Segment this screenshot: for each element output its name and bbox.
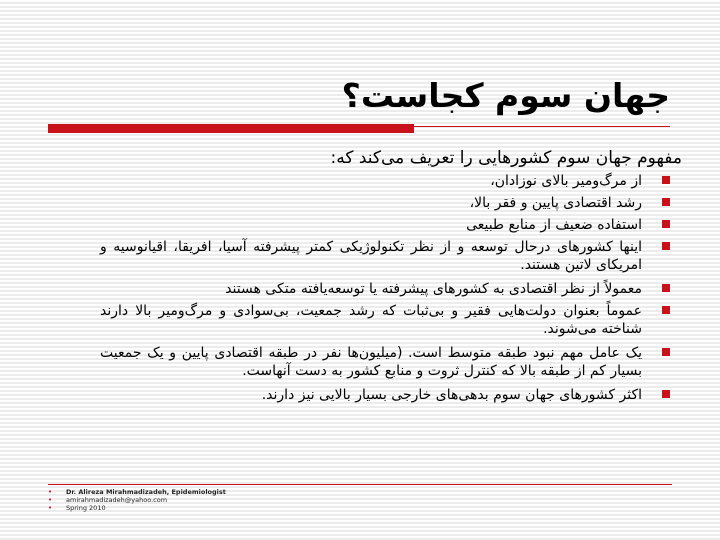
bullet-text: اکثر کشورهای جهان سوم بدهی‌های خارجی بسیار بالایی نیز دارند. (261, 387, 642, 403)
footer-email (46, 496, 226, 504)
footer-bullet-icon: • (48, 496, 53, 504)
bullet-list (100, 172, 670, 408)
bullet-text: اینها کشورهای درحال توسعه و از نظر تکنولوژیکی کمتر پیشرفته آسیا، افریقا، اقیانوسیه و امریکای لاتین هستند. (100, 239, 642, 273)
bullet-item (100, 172, 670, 190)
intro-text: مفهوم جهان سوم کشورهایی را تعریف می‌کند که: (330, 148, 682, 168)
bullet-square-icon (662, 348, 670, 356)
bullet-square-icon (662, 198, 670, 206)
bullet-square-icon (662, 242, 670, 250)
footer (46, 488, 226, 512)
bullet-square-icon (662, 284, 670, 292)
footer-divider (48, 484, 672, 485)
footer-author-text: Dr. Alireza Mirahmadizadeh, Epidemiologist (66, 488, 226, 496)
bullet-square-icon (662, 306, 670, 314)
bullet-item (100, 280, 670, 298)
bullet-item (100, 344, 670, 380)
bullet-square-icon (662, 220, 670, 228)
bullet-item (100, 216, 670, 234)
title-underline-bar (48, 124, 414, 133)
footer-bullet-icon: • (48, 504, 53, 512)
slide-title: جهان سوم کجاست؟ (341, 76, 670, 115)
title-underline-line (414, 126, 670, 127)
bullet-square-icon (662, 390, 670, 398)
bullet-item (100, 386, 670, 404)
bullet-square-icon (662, 176, 670, 184)
bullet-item (100, 302, 670, 338)
bullet-text: رشد اقتصادی پایین و فقر بالا، (469, 195, 642, 211)
bullet-text: استفاده ضعیف از منابع طبیعی (466, 217, 642, 233)
bullet-text: یک عامل مهم نبود طبقه متوسط است. (میلیون‌ها نفر در طبقه اقتصادی پایین و یک جمعیت بسیار کم از طبقه بالا که کنترل ثروت و منابع کشور به دست آنهاست. (100, 345, 642, 379)
bullet-text: معمولاً از نظر اقتصادی به کشورهای پیشرفته یا توسعه‌یافته متکی هستند (225, 281, 642, 297)
footer-email-text: amirahmadizadeh@yahoo.com (66, 496, 168, 504)
bullet-item (100, 238, 670, 274)
footer-bullet-icon: • (48, 488, 53, 496)
bullet-text: از مرگ‌ومیر بالای نوزادان، (490, 173, 642, 189)
footer-author (46, 488, 226, 496)
footer-date-text: Spring 2010 (66, 504, 106, 512)
bullet-text: عموماً بعنوان دولت‌هایی فقیر و بی‌ثبات که رشد جمعیت، بی‌سوادی و مرگ‌ومیر بالا دارند شناخته می‌شوند. (100, 303, 642, 337)
bullet-item (100, 194, 670, 212)
footer-date (46, 504, 226, 512)
